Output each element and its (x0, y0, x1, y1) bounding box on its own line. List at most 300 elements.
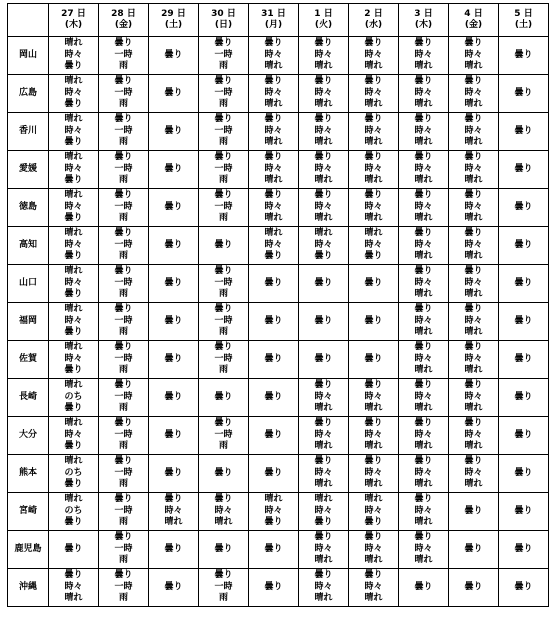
forecast-cell (249, 37, 299, 75)
forecast-text: 晴れ (464, 441, 483, 452)
forecast-text: 晴れ (464, 327, 483, 338)
forecast-text: 時々 (264, 87, 283, 98)
forecast-cell (349, 37, 399, 75)
region-row (8, 113, 549, 151)
forecast-text: 一時 (214, 49, 233, 60)
forecast-text: 時々 (364, 391, 383, 402)
forecast-text: 雨 (118, 479, 128, 490)
region-name: 熊本 (8, 455, 49, 493)
forecast-cell (199, 569, 249, 607)
forecast-text: 時々 (64, 315, 83, 326)
forecast-text: 曇り (314, 418, 333, 429)
forecast-text: 晴れ (314, 213, 333, 224)
forecast-text: 時々 (464, 239, 483, 250)
forecast-text: 雨 (118, 403, 128, 414)
forecast-text: 一時 (214, 125, 233, 136)
forecast-text: 曇り (314, 152, 333, 163)
forecast-text: 時々 (364, 429, 383, 440)
forecast-text: 曇り (64, 137, 83, 148)
forecast-text: 曇り (64, 99, 83, 110)
forecast-text: 雨 (218, 327, 228, 338)
forecast-text: 時々 (414, 87, 433, 98)
forecast-text: 晴れ (64, 228, 83, 239)
forecast-cell (499, 189, 549, 227)
forecast-text: 雨 (218, 365, 228, 376)
forecast-text: 曇り (164, 494, 183, 505)
forecast-text: 一時 (214, 163, 233, 174)
forecast-cell (49, 227, 99, 265)
forecast-cell (199, 265, 249, 303)
forecast-cell (499, 37, 549, 75)
forecast-text: 晴れ (264, 228, 283, 239)
forecast-cell (299, 189, 349, 227)
forecast-text: 曇り (514, 49, 533, 60)
forecast-cell (199, 75, 249, 113)
forecast-cell (149, 227, 199, 265)
forecast-cell (449, 37, 499, 75)
forecast-text: 雨 (118, 61, 128, 72)
forecast-text: 雨 (218, 593, 228, 604)
forecast-text: 曇り (514, 505, 533, 516)
forecast-text: 時々 (364, 87, 383, 98)
forecast-text: 曇り (64, 441, 83, 452)
forecast-text: 曇り (214, 342, 233, 353)
forecast-text: 曇り (314, 38, 333, 49)
forecast-text: 曇り (514, 581, 533, 592)
forecast-text: 曇り (114, 304, 133, 315)
forecast-text: 曇り (414, 581, 433, 592)
forecast-text: 一時 (114, 429, 133, 440)
forecast-cell (299, 417, 349, 455)
forecast-text: 晴れ (264, 99, 283, 110)
forecast-text: 一時 (114, 201, 133, 212)
forecast-text: 晴れ (364, 494, 383, 505)
forecast-text: 曇り (364, 532, 383, 543)
forecast-text: 曇り (64, 213, 83, 224)
forecast-text: 晴れ (414, 403, 433, 414)
day-header (449, 4, 499, 37)
forecast-text: 時々 (314, 543, 333, 554)
forecast-cell (349, 493, 399, 531)
forecast-text: 時々 (264, 201, 283, 212)
forecast-text: 曇り (214, 418, 233, 429)
forecast-text: 晴れ (364, 61, 383, 72)
forecast-text: 曇り (64, 327, 83, 338)
forecast-text: 一時 (114, 353, 133, 364)
forecast-text: 時々 (364, 505, 383, 516)
forecast-text: 時々 (364, 543, 383, 554)
forecast-text: 雨 (118, 441, 128, 452)
forecast-text: 時々 (64, 239, 83, 250)
forecast-cell (99, 455, 149, 493)
forecast-cell (299, 265, 349, 303)
forecast-text: 曇り (364, 114, 383, 125)
forecast-text: 曇り (214, 239, 233, 250)
forecast-cell (99, 151, 149, 189)
forecast-text: 曇り (464, 76, 483, 87)
forecast-cell (249, 493, 299, 531)
forecast-cell (349, 265, 399, 303)
forecast-cell (399, 569, 449, 607)
forecast-text: 曇り (514, 201, 533, 212)
forecast-cell (199, 227, 249, 265)
region-name: 鹿児島 (8, 531, 49, 569)
forecast-cell (399, 227, 449, 265)
forecast-text: 晴れ (264, 175, 283, 186)
forecast-text: 晴れ (214, 517, 233, 528)
forecast-cell (349, 113, 399, 151)
forecast-cell (99, 417, 149, 455)
forecast-cell (299, 493, 349, 531)
forecast-text: 晴れ (64, 494, 83, 505)
forecast-text: 時々 (364, 239, 383, 250)
forecast-cell (49, 189, 99, 227)
forecast-text: 時々 (64, 201, 83, 212)
forecast-text: 曇り (114, 152, 133, 163)
forecast-cell (399, 265, 449, 303)
forecast-text: 曇り (314, 251, 333, 262)
forecast-text: 曇り (214, 494, 233, 505)
region-name: 徳島 (8, 189, 49, 227)
forecast-text: 曇り (264, 38, 283, 49)
forecast-cell (249, 379, 299, 417)
forecast-text: 時々 (464, 391, 483, 402)
day-weekday: (木) (64, 20, 83, 30)
forecast-text: 曇り (264, 581, 283, 592)
forecast-text: 曇り (414, 456, 433, 467)
forecast-text: 晴れ (414, 289, 433, 300)
forecast-text: 時々 (314, 467, 333, 478)
forecast-cell (399, 37, 449, 75)
forecast-text: 曇り (464, 152, 483, 163)
forecast-text: 晴れ (314, 403, 333, 414)
forecast-text: 時々 (464, 163, 483, 174)
forecast-text: 曇り (64, 479, 83, 490)
forecast-cell (49, 303, 99, 341)
forecast-text: 曇り (514, 239, 533, 250)
forecast-text: 晴れ (164, 517, 183, 528)
forecast-cell (499, 113, 549, 151)
forecast-text: 曇り (164, 543, 183, 554)
weather-forecast-table (7, 3, 549, 607)
forecast-cell (149, 493, 199, 531)
forecast-text: 曇り (64, 543, 83, 554)
forecast-text: 雨 (118, 251, 128, 262)
forecast-text: 曇り (464, 505, 483, 516)
forecast-text: 曇り (264, 114, 283, 125)
forecast-cell (399, 341, 449, 379)
forecast-cell (299, 569, 349, 607)
forecast-text: 曇り (414, 228, 433, 239)
forecast-cell (249, 151, 299, 189)
region-name: 香川 (8, 113, 49, 151)
forecast-text: のち (64, 467, 83, 478)
day-header (349, 4, 399, 37)
day-header (249, 4, 299, 37)
region-row (8, 37, 549, 75)
forecast-text: 曇り (214, 543, 233, 554)
forecast-text: 一時 (114, 163, 133, 174)
forecast-text: 一時 (214, 87, 233, 98)
forecast-text: 曇り (114, 114, 133, 125)
forecast-cell (499, 151, 549, 189)
forecast-text: 一時 (114, 49, 133, 60)
forecast-cell (49, 379, 99, 417)
forecast-text: 曇り (214, 76, 233, 87)
day-weekday: (木) (414, 20, 433, 30)
forecast-text: 曇り (214, 391, 233, 402)
forecast-text: 曇り (314, 315, 333, 326)
forecast-text: 曇り (164, 201, 183, 212)
forecast-cell (449, 531, 499, 569)
forecast-text: 曇り (364, 152, 383, 163)
region-row (8, 227, 549, 265)
forecast-text: 晴れ (414, 251, 433, 262)
forecast-cell (99, 531, 149, 569)
forecast-cell (49, 113, 99, 151)
forecast-text: 曇り (114, 418, 133, 429)
forecast-text: 曇り (114, 342, 133, 353)
forecast-text: 時々 (414, 353, 433, 364)
forecast-cell (499, 265, 549, 303)
forecast-cell (299, 379, 349, 417)
forecast-cell (149, 265, 199, 303)
forecast-text: 晴れ (364, 555, 383, 566)
forecast-text: 時々 (64, 163, 83, 174)
forecast-text: 晴れ (64, 456, 83, 467)
forecast-text: のち (64, 391, 83, 402)
forecast-cell (399, 113, 449, 151)
day-date: 2 日 (364, 9, 383, 19)
forecast-text: 曇り (314, 517, 333, 528)
corner-cell (8, 4, 49, 37)
forecast-cell (199, 341, 249, 379)
forecast-text: 晴れ (364, 213, 383, 224)
forecast-text: 一時 (114, 239, 133, 250)
forecast-text: 時々 (64, 49, 83, 60)
forecast-text: 晴れ (314, 175, 333, 186)
region-row (8, 75, 549, 113)
forecast-text: 時々 (364, 581, 383, 592)
day-header (149, 4, 199, 37)
forecast-text: 曇り (314, 570, 333, 581)
forecast-text: 時々 (314, 505, 333, 516)
forecast-text: 曇り (64, 175, 83, 186)
forecast-text: 時々 (264, 505, 283, 516)
forecast-text: 時々 (414, 201, 433, 212)
forecast-cell (49, 455, 99, 493)
forecast-text: 曇り (164, 353, 183, 364)
forecast-text: 晴れ (314, 479, 333, 490)
forecast-cell (449, 113, 499, 151)
forecast-text: 晴れ (364, 137, 383, 148)
forecast-text: 時々 (64, 581, 83, 592)
region-name: 愛媛 (8, 151, 49, 189)
forecast-text: 雨 (118, 137, 128, 148)
forecast-cell (399, 151, 449, 189)
forecast-text: 時々 (64, 429, 83, 440)
forecast-text: 雨 (118, 213, 128, 224)
forecast-text: 雨 (218, 175, 228, 186)
forecast-text: 晴れ (64, 266, 83, 277)
region-row (8, 455, 549, 493)
day-weekday: (土) (514, 20, 533, 30)
forecast-cell (349, 189, 399, 227)
forecast-text: 一時 (114, 467, 133, 478)
forecast-cell (49, 75, 99, 113)
forecast-text: 曇り (214, 190, 233, 201)
region-name: 宮崎 (8, 493, 49, 531)
forecast-cell (149, 75, 199, 113)
forecast-text: 晴れ (64, 152, 83, 163)
forecast-text: 晴れ (464, 251, 483, 262)
forecast-text: 曇り (364, 277, 383, 288)
forecast-cell (199, 37, 249, 75)
forecast-text: 曇り (514, 163, 533, 174)
forecast-text: 晴れ (64, 418, 83, 429)
forecast-text: 晴れ (464, 289, 483, 300)
day-header (199, 4, 249, 37)
forecast-cell (199, 455, 249, 493)
forecast-text: 時々 (464, 125, 483, 136)
forecast-text: 晴れ (414, 365, 433, 376)
forecast-text: 時々 (264, 239, 283, 250)
forecast-cell (249, 113, 299, 151)
forecast-cell (349, 341, 399, 379)
forecast-cell (449, 493, 499, 531)
forecast-text: 時々 (364, 467, 383, 478)
forecast-text: 曇り (364, 38, 383, 49)
forecast-text: 雨 (118, 593, 128, 604)
forecast-text: 時々 (364, 201, 383, 212)
region-row (8, 341, 549, 379)
forecast-text: 時々 (414, 277, 433, 288)
forecast-text: 曇り (364, 190, 383, 201)
forecast-text: 時々 (314, 163, 333, 174)
forecast-text: 曇り (314, 190, 333, 201)
region-row (8, 531, 549, 569)
day-date: 30 日 (211, 9, 236, 19)
region-row (8, 189, 549, 227)
forecast-text: 曇り (164, 467, 183, 478)
forecast-cell (299, 37, 349, 75)
forecast-text: 雨 (218, 61, 228, 72)
forecast-cell (99, 265, 149, 303)
forecast-cell (499, 341, 549, 379)
forecast-text: 曇り (214, 304, 233, 315)
forecast-text: 曇り (414, 114, 433, 125)
forecast-text: 曇り (364, 251, 383, 262)
forecast-text: 曇り (114, 532, 133, 543)
day-date: 3 日 (414, 9, 433, 19)
forecast-text: 曇り (514, 87, 533, 98)
region-name: 沖縄 (8, 569, 49, 607)
forecast-text: 時々 (214, 505, 233, 516)
forecast-text: 曇り (264, 190, 283, 201)
forecast-text: 曇り (464, 380, 483, 391)
forecast-text: 曇り (464, 304, 483, 315)
forecast-text: 曇り (164, 581, 183, 592)
forecast-text: 時々 (414, 163, 433, 174)
forecast-text: 曇り (264, 315, 283, 326)
forecast-cell (249, 227, 299, 265)
table-body (8, 37, 549, 607)
forecast-text: 一時 (114, 277, 133, 288)
forecast-text: 時々 (314, 581, 333, 592)
region-name: 佐賀 (8, 341, 49, 379)
forecast-text: 時々 (64, 353, 83, 364)
forecast-cell (499, 531, 549, 569)
forecast-text: 時々 (64, 125, 83, 136)
forecast-text: 雨 (118, 517, 128, 528)
forecast-text: 一時 (214, 581, 233, 592)
forecast-text: 時々 (364, 125, 383, 136)
forecast-cell (149, 341, 199, 379)
forecast-text: 時々 (464, 315, 483, 326)
day-date: 31 日 (261, 9, 286, 19)
day-header (499, 4, 549, 37)
forecast-cell (349, 569, 399, 607)
forecast-text: 曇り (264, 277, 283, 288)
forecast-text: 曇り (464, 266, 483, 277)
forecast-cell (249, 341, 299, 379)
forecast-text: 晴れ (364, 403, 383, 414)
forecast-cell (99, 113, 149, 151)
day-weekday: (土) (164, 20, 183, 30)
forecast-cell (199, 151, 249, 189)
day-weekday: (金) (464, 20, 483, 30)
forecast-cell (49, 151, 99, 189)
forecast-cell (199, 493, 249, 531)
forecast-text: 時々 (414, 467, 433, 478)
forecast-cell (349, 379, 399, 417)
forecast-cell (49, 341, 99, 379)
forecast-cell (99, 303, 149, 341)
forecast-cell (449, 341, 499, 379)
forecast-text: 曇り (164, 429, 183, 440)
forecast-text: 曇り (314, 353, 333, 364)
forecast-cell (499, 75, 549, 113)
forecast-text: 時々 (414, 239, 433, 250)
forecast-cell (99, 341, 149, 379)
forecast-text: 曇り (464, 456, 483, 467)
forecast-cell (99, 75, 149, 113)
forecast-text: 一時 (214, 429, 233, 440)
forecast-text: 曇り (514, 467, 533, 478)
forecast-text: 晴れ (414, 61, 433, 72)
forecast-cell (399, 75, 449, 113)
region-name: 大分 (8, 417, 49, 455)
forecast-cell (449, 227, 499, 265)
forecast-text: 曇り (364, 76, 383, 87)
day-weekday: (水) (364, 20, 383, 30)
forecast-text: 時々 (414, 125, 433, 136)
forecast-text: 時々 (414, 429, 433, 440)
forecast-text: 曇り (164, 49, 183, 60)
forecast-cell (199, 303, 249, 341)
forecast-text: 一時 (114, 315, 133, 326)
forecast-cell (99, 227, 149, 265)
forecast-text: 時々 (464, 87, 483, 98)
forecast-text: 晴れ (364, 228, 383, 239)
forecast-cell (149, 569, 199, 607)
forecast-text: 晴れ (314, 99, 333, 110)
forecast-cell (399, 417, 449, 455)
forecast-text: 曇り (464, 228, 483, 239)
forecast-text: 曇り (364, 380, 383, 391)
forecast-text: 曇り (264, 429, 283, 440)
forecast-text: 晴れ (364, 175, 383, 186)
